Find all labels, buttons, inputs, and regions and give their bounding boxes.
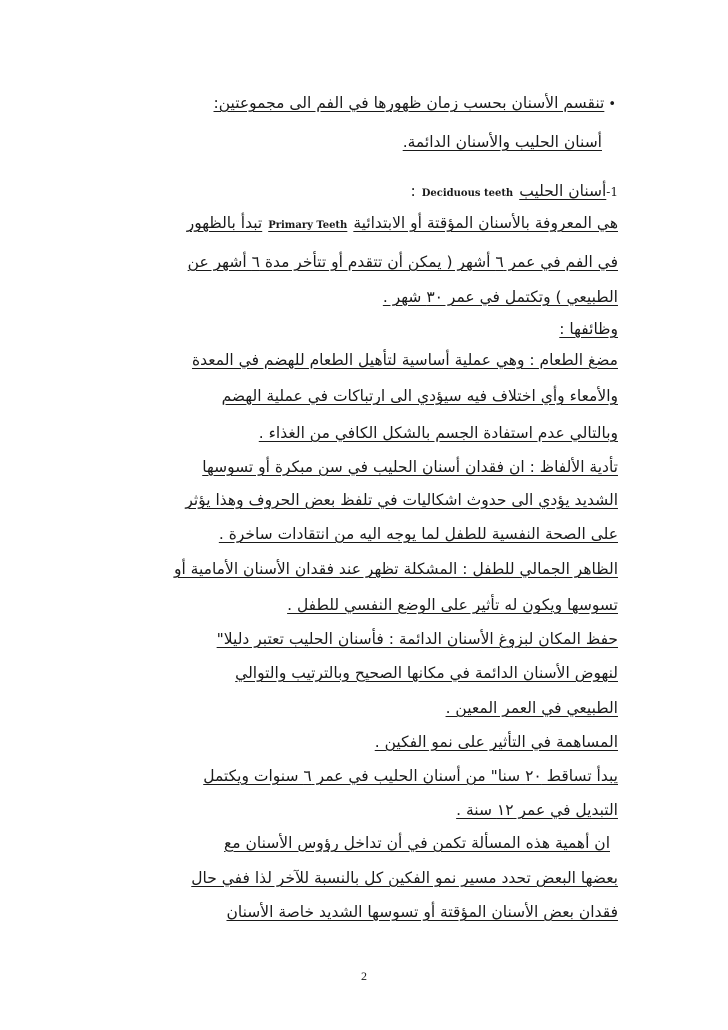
bullet-icon: • xyxy=(608,97,616,112)
functions-heading: وظائفها : xyxy=(559,320,618,338)
body-line: لنهوض الأسنان الدائمة في مكانها الصحيح وبالترتيب والتوالي xyxy=(235,664,618,682)
section-title-suffix: : xyxy=(410,182,416,200)
section-number: 1- xyxy=(606,185,618,199)
section-title-en: Deciduous teeth xyxy=(421,188,514,199)
body-line: تسوسها ويكون له تأثير على الوضع النفسي للطفل . xyxy=(287,596,618,614)
body-line: يبدأ تساقط ٢٠ سنا" من أسنان الحليب في عمر ٦ سنوات ويكتمل xyxy=(203,767,618,785)
body-line: والأمعاء وأي اختلاف فيه سيؤدي الى ارتباكات في عملية الهضم xyxy=(221,387,618,405)
body-line: وبالتالي عدم استفادة الجسم بالشكل الكافي من الغذاء . xyxy=(258,424,618,442)
body-line: فقدان بعض الأسنان المؤقتة أو تسوسها الشديد خاصة الأسنان xyxy=(226,903,618,921)
body-line: الشديد يؤدي الى حدوث اشكاليات في تلفظ بعض الحروف وهذا يؤثر xyxy=(185,491,618,509)
body-line: على الصحة النفسية للطفل لما يوجه اليه من انتقادات ساخرة . xyxy=(218,525,618,543)
body-line: الظاهر الجمالي للطفل : المشكلة تظهر عند فقدان الأسنان الأمامية أو xyxy=(173,560,618,578)
body-line: المساهمة في التأثير على نمو الفكين . xyxy=(374,733,618,751)
body-line: الطبيعي في العمر المعين . xyxy=(445,699,618,717)
section-title: أسنان الحليب xyxy=(519,182,607,200)
intro-line-2: أسنان الحليب والأسنان الدائمة. xyxy=(402,133,602,151)
para-line-1 xyxy=(187,212,618,237)
para-text: تبدأ بالظهور xyxy=(186,214,263,232)
section-heading xyxy=(411,180,619,205)
body-line: بعضها البعض تحدد مسير نمو الفكين كل بالنسبة للآخر لذا ففي حال xyxy=(191,869,618,887)
body-line: التبديل في عمر ١٢ سنة . xyxy=(456,801,618,819)
intro-line-1 xyxy=(214,92,616,116)
body-line: حفظ المكان لبزوغ الأسنان الدائمة : فأسنان الحليب تعتبر دليلا" xyxy=(216,630,618,648)
para-line-3: الطبيعي ) وتكتمل في عمر ٣٠ شهر . xyxy=(382,288,618,306)
body-line: تأدية الألفاظ : ان فقدان أسنان الحليب في سن مبكرة أو تسوسها xyxy=(202,458,618,476)
para-line-2: في الفم في عمر ٦ أشهر ( يمكن أن تتقدم أو تتأخر مدة ٦ أشهر عن xyxy=(187,253,618,271)
body-line: ان أهمية هذه المسألة تكمن في أن تداخل رؤوس الأسنان مع xyxy=(224,834,610,852)
intro-text: تنقسم الأسنان بحسب زمان ظهورها في الفم الى مجموعتين: xyxy=(213,94,605,112)
para-term-en: Primary Teeth xyxy=(268,220,348,231)
body-line: مضغ الطعام : وهي عملية أساسية لتأهيل الطعام للهضم في المعدة xyxy=(192,351,618,369)
page-number: 2 xyxy=(361,969,367,983)
para-text: هي المعروفة بالأسنان المؤقتة أو الابتدائية xyxy=(353,214,618,232)
